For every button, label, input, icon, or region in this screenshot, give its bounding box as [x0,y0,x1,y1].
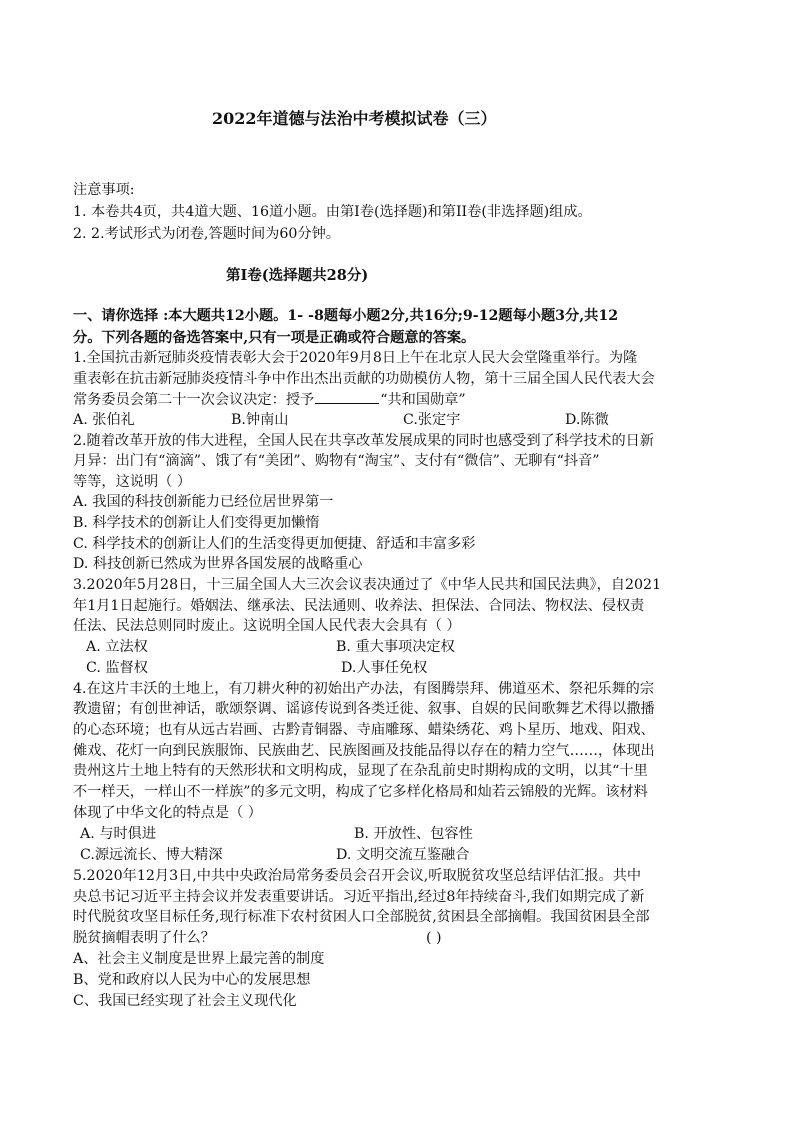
q3-line-3: 任法、民法总则同时废止。这说明全国人民代表大会具有（ ） [73,618,461,634]
q4-option-d: D. 文明交流互鉴融合 [336,847,470,863]
q4-line-7: 体现了中华文化的特点是（ ） [73,805,262,821]
q2-line-2: 月异：出门有“滴滴”、饿了有“美团”、购物有“淘宝”、支付有“微信”、无聊有“抖音” [73,453,600,469]
part-instruction-line-2: 分。下列各题的备选答案中,只有一项是正确或符合题意的答案。 [73,330,476,346]
q2-option-b: B. 科学技术的创新让人们变得更加懒惰 [73,515,320,531]
q2-option-a: A. 我国的科技创新能力已经位居世界第一 [73,494,334,510]
q1-option-d: D.陈微 [565,412,609,428]
q1-line-1: 1.全国抗击新冠肺炎疫情表彰大会于2020年9月8日上午在北京人民大会堂隆重举行。为隆 [73,350,638,366]
q5-answer-bracket: ( ) [426,930,442,946]
q3-option-a: A. 立法权 [86,639,148,655]
q5-option-a: A、社会主义制度是世界上最完善的制度 [73,951,325,967]
q4-option-a: A. 与时俱进 [80,826,157,842]
q1-line-3 [73,389,466,410]
q4-line-1: 4.在这片丰沃的土地上，有刀耕火种的初始出产办法，有图腾崇拜、佛道巫术、祭祀乐舞的宗 [73,681,655,697]
q1-option-b: B.钟南山 [231,412,289,428]
q3-line-2: 年1月1日起施行。婚姻法、继承法、民法通则、收养法、担保法、合同法、物权法、侵权责 [73,598,645,614]
q4-line-2: 教遗留；有创世神话，歌颂祭调、谣谚传说到各类迁徙、叙事、自娱的民间歌舞艺术得以撒播 [73,701,655,717]
section-title: 第I卷(选择题共28分) [226,267,369,284]
q3-line-1: 3.2020年5月28日，十三届全国人大三次会议表决通过了《中华人民共和国民法典》，自2021 [73,577,662,593]
q1-line-2: 重表彰在抗击新冠肺炎疫情斗争中作出杰出贡献的功勋模仿人物，第十三届全国人民代表大会 [73,371,655,387]
part-instruction-line-1: 一、请你选择 :本大题共12小题。1- -8题每小题2分,共16分;9-12题每小题3分,共12 [73,308,619,324]
q5-line-4: 脱贫摘帽表明了什么？ [73,930,215,946]
q3-option-b: B. 重大事项决定权 [336,639,455,655]
q4-line-3: 的心态环境；也有从远古岩画、古黔青铜器、寺庙雕琢、蜡染绣花、鸡卜星历、地戏、阳戏、 [73,722,655,738]
notice-heading: 注意事项: [73,182,135,198]
q1-line-3-text: 常务委员会第二十一次会议决定：授予 [73,392,315,408]
q2-line-3: 等等，这说明（ ） [73,474,192,490]
q4-line-5: 贵州这片土地上特有的天然形状和文明构成，显现了在杂乱前史时期构成的文明，以其“十里 [73,763,648,779]
q3-option-d: D.人事任免权 [341,660,428,676]
q4-option-c: C.源远流长、博大精深 [80,847,223,863]
notice-item-2: 2. 2.考试形式为闭卷,答题时间为60分钟。 [73,226,340,242]
exam-title: 2022年道德与法治中考模拟试卷（三） [212,109,497,128]
q4-line-4: 傩戏、花灯一向到民族服饰、民族曲艺、民族图画及技能品得以存在的精力空气……，体现出 [73,743,655,759]
q1-line-3-tail: “共和国勋章” [380,392,466,408]
answer-blank [315,389,379,404]
q1-option-a: A. 张伯礼 [73,412,135,428]
q4-option-b: B. 开放性、包容性 [354,826,473,842]
notice-item-1: 1. 本卷共4页，共4道大题、16道小题。由第I卷(选择题)和第II卷(非选择题)组成。 [73,204,592,220]
q5-line-3: 时代脱贫攻坚目标任务,现行标准下农村贫困人口全部脱贫,贫困县全部摘帽。我国贫困县全部 [73,909,650,925]
q1-option-c: C.张定宇 [403,412,461,428]
q2-option-c: C. 科学技术的创新让人们的生活变得更加便捷、舒适和丰富多彩 [73,536,476,552]
q5-line-1: 5.2020年12月3日,中共中央政治局常务委员会召开会议,听取脱贫攻坚总结评估汇报。共中 [73,868,642,884]
q2-line-1: 2.随着改革开放的伟大进程，全国人民在共享改革发展成果的同时也感受到了科学技术的日新 [73,433,655,449]
q5-line-2: 央总书记习近平主持会议并发表重要讲话。习近平指出,经过8年持续奋斗,我们如期完成了新 [73,889,645,905]
q2-option-d: D. 科技创新已然成为世界各国发展的战略重心 [73,556,363,572]
q5-option-b: B、党和政府以人民为中心的发展思想 [73,972,311,988]
q4-line-6: 不一样天，一样山不一样族”的多元文明，构成了它多样化格局和灿若云锦般的光辉。该材料 [73,784,648,800]
q3-option-c: C. 监督权 [86,660,148,676]
q5-option-c: C、我国已经实现了社会主义现代化 [73,993,297,1009]
